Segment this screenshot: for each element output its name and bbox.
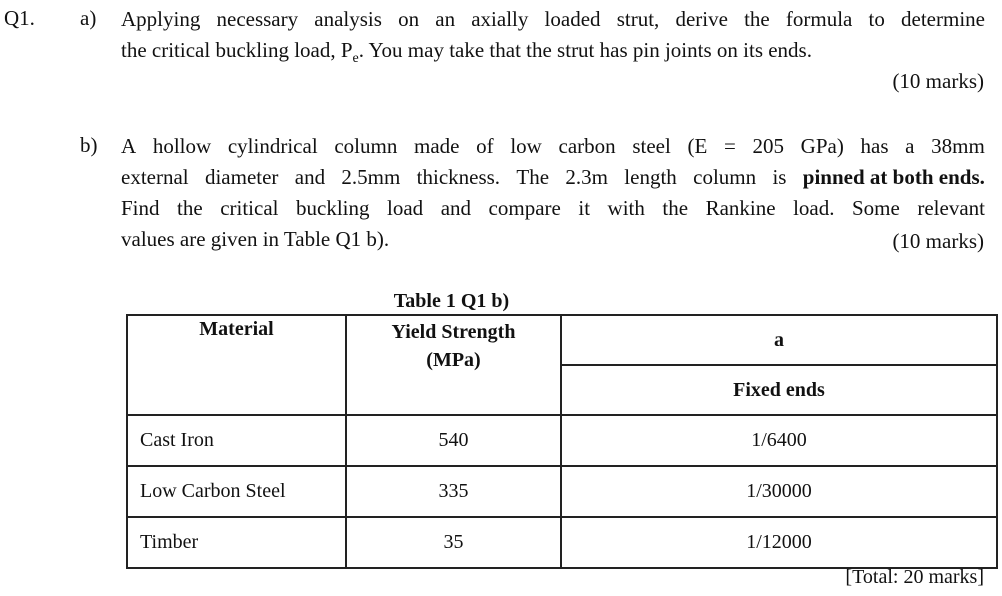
word: is (772, 165, 787, 189)
word: analysis (314, 7, 382, 31)
cell-a: 1/30000 (561, 466, 997, 517)
table-row (127, 415, 997, 466)
bold-phrase: pinned at both ends. (802, 165, 985, 189)
word: length (624, 165, 677, 189)
cell-yield: 540 (346, 415, 561, 466)
word: low (510, 134, 542, 158)
word: (E (687, 134, 708, 158)
word: strut, (616, 7, 660, 31)
word: the (744, 7, 770, 31)
part-a-marks: (10 marks) (892, 69, 984, 93)
word: The (516, 165, 550, 189)
cell-material: Cast Iron (127, 415, 346, 466)
table-row (127, 517, 997, 568)
part-b-line-1 (121, 131, 985, 162)
word: external (121, 165, 189, 189)
part-a-line-1 (121, 4, 985, 35)
cell-a: 1/6400 (561, 415, 997, 466)
word: on (398, 7, 420, 31)
cell-material: Timber (127, 517, 346, 568)
word: 205 (752, 134, 784, 158)
word: compare (488, 196, 561, 220)
part-b-line-2 (121, 162, 985, 193)
word: buckling (296, 196, 370, 220)
word: made (414, 134, 460, 158)
cell-yield: 35 (346, 517, 561, 568)
word: load. (793, 196, 835, 220)
part-b-line-3 (121, 193, 985, 224)
table-row (127, 466, 997, 517)
word: diameter (204, 165, 279, 189)
part-a-label: a) (80, 6, 97, 30)
word: formula (785, 7, 853, 31)
header-a: a (561, 315, 997, 365)
word: determine (901, 7, 985, 31)
word: an (435, 7, 456, 31)
word: axially (471, 7, 529, 31)
word: loaded (544, 7, 601, 31)
word: 38mm (931, 134, 985, 158)
word: column (334, 134, 398, 158)
word: a (905, 134, 915, 158)
word: load (387, 196, 424, 220)
word: Find (121, 196, 160, 220)
word: of (476, 134, 494, 158)
word: cylindrical (227, 134, 318, 158)
header-fixed-ends: Fixed ends (561, 365, 997, 415)
word: necessary (216, 7, 299, 31)
cell-yield: 335 (346, 466, 561, 517)
question-number: Q1. (4, 6, 35, 30)
word: = (723, 134, 736, 158)
part-a-text (121, 4, 985, 74)
word: it (578, 196, 591, 220)
word: derive (675, 7, 728, 31)
word: GPa) (800, 134, 844, 158)
part-b-label: b) (80, 133, 98, 157)
word: 2.5mm (341, 165, 401, 189)
word: with (607, 196, 645, 220)
word: Applying (121, 7, 201, 31)
table-caption: Table 1 Q1 b) (393, 290, 510, 312)
word: thickness. (416, 165, 501, 189)
word: critical (220, 196, 279, 220)
word: A (121, 134, 137, 158)
total-marks: [Total: 20 marks] (845, 566, 984, 588)
word: 2.3m (565, 165, 608, 189)
word: column (693, 165, 757, 189)
word: Rankine (705, 196, 776, 220)
word: to (868, 7, 885, 31)
cell-material: Low Carbon Steel (127, 466, 346, 517)
data-table (126, 314, 998, 569)
part-b-line-4: values are given in Table Q1 b). (121, 227, 390, 251)
cell-a: 1/12000 (561, 517, 997, 568)
word: the (177, 196, 203, 220)
part-b-marks: (10 marks) (892, 229, 984, 253)
word: relevant (917, 196, 985, 220)
word: Some (852, 196, 900, 220)
word: carbon (558, 134, 616, 158)
header-material: Material (127, 315, 346, 415)
word: and (294, 165, 326, 189)
header-yield-strength: Yield Strength (MPa) (346, 315, 561, 415)
word: and (440, 196, 472, 220)
part-a-line-2: the critical buckling load, $P_e$. You may take that the strut has pin joints on its ends. (121, 38, 812, 67)
word: has (860, 134, 889, 158)
word: steel (632, 134, 671, 158)
part-b-text (121, 131, 985, 255)
word: hollow (152, 134, 212, 158)
word: the (662, 196, 689, 220)
